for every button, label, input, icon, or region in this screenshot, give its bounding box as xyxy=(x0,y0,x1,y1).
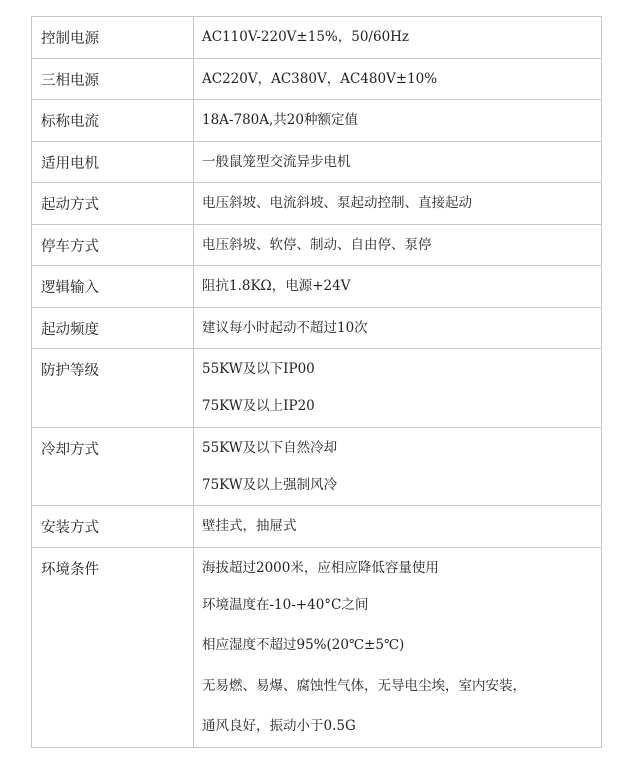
value-line: 环境温度在-10-+40°C之间 xyxy=(202,596,369,613)
value-line: 电压斜坡、软停、制动、自由停、泵停 xyxy=(202,236,432,253)
value-line: 电压斜坡、电流斜坡、泵起动控制、直接起动 xyxy=(202,195,472,211)
table-row xyxy=(32,307,602,349)
row-value xyxy=(194,307,602,349)
table-row xyxy=(32,141,602,183)
table-row xyxy=(32,58,602,100)
row-label: 安装方式 xyxy=(32,506,194,548)
table-row xyxy=(32,427,602,506)
row-label: 环境条件 xyxy=(32,547,194,747)
row-label: 防护等级 xyxy=(32,349,194,428)
row-label: 三相电源 xyxy=(32,58,194,100)
value-line: 75KW及以上强制风冷 xyxy=(202,476,338,493)
spec-table xyxy=(31,16,602,748)
value-line: 75KW及以上IP20 xyxy=(202,398,315,414)
row-label: 控制电源 xyxy=(32,17,194,59)
spec-table-body xyxy=(32,17,602,748)
value-line: 壁挂式，抽屉式 xyxy=(202,518,297,534)
row-label: 停车方式 xyxy=(32,224,194,266)
table-row xyxy=(32,100,602,142)
value-line: 海拔超过2000米，应相应降低容量使用 xyxy=(202,559,439,576)
row-label: 冷却方式 xyxy=(32,427,194,506)
value-line: 55KW及以下自然冷却 xyxy=(202,439,338,456)
row-value xyxy=(194,506,602,548)
table-row xyxy=(32,17,602,59)
row-value xyxy=(194,58,602,100)
value-line: 55KW及以下IP00 xyxy=(202,361,315,377)
value-line: 一般鼠笼型交流异步电机 xyxy=(202,153,351,170)
row-value xyxy=(194,100,602,142)
value-line: 建议每小时起动不超过10次 xyxy=(202,319,368,336)
value-line: 相应湿度不超过95%(20℃±5℃) xyxy=(202,637,405,653)
table-row xyxy=(32,547,602,747)
row-value xyxy=(194,427,602,506)
value-line: AC220V，AC380V，AC480V±10% xyxy=(202,70,438,87)
row-value xyxy=(194,266,602,308)
row-label: 适用电机 xyxy=(32,141,194,183)
value-line: 阻抗1.8KΩ，电源+24V xyxy=(202,278,351,294)
row-label: 逻辑输入 xyxy=(32,266,194,308)
row-value xyxy=(194,224,602,266)
value-line: 18A-780A,共20种额定值 xyxy=(202,112,358,128)
row-label: 起动方式 xyxy=(32,183,194,225)
table-row xyxy=(32,266,602,308)
table-row xyxy=(32,349,602,428)
value-line: AC110V-220V±15%，50/60Hz xyxy=(202,29,410,45)
table-row xyxy=(32,506,602,548)
row-value xyxy=(194,183,602,225)
value-line: 通风良好，振动小于0.5G xyxy=(202,718,356,734)
row-value xyxy=(194,141,602,183)
table-row xyxy=(32,183,602,225)
row-label: 起动频度 xyxy=(32,307,194,349)
row-value xyxy=(194,547,602,747)
table-row xyxy=(32,224,602,266)
row-value xyxy=(194,17,602,59)
row-value xyxy=(194,349,602,428)
row-label: 标称电流 xyxy=(32,100,194,142)
value-line: 无易燃、易爆、腐蚀性气体，无导电尘埃，室内安装， xyxy=(202,677,526,694)
